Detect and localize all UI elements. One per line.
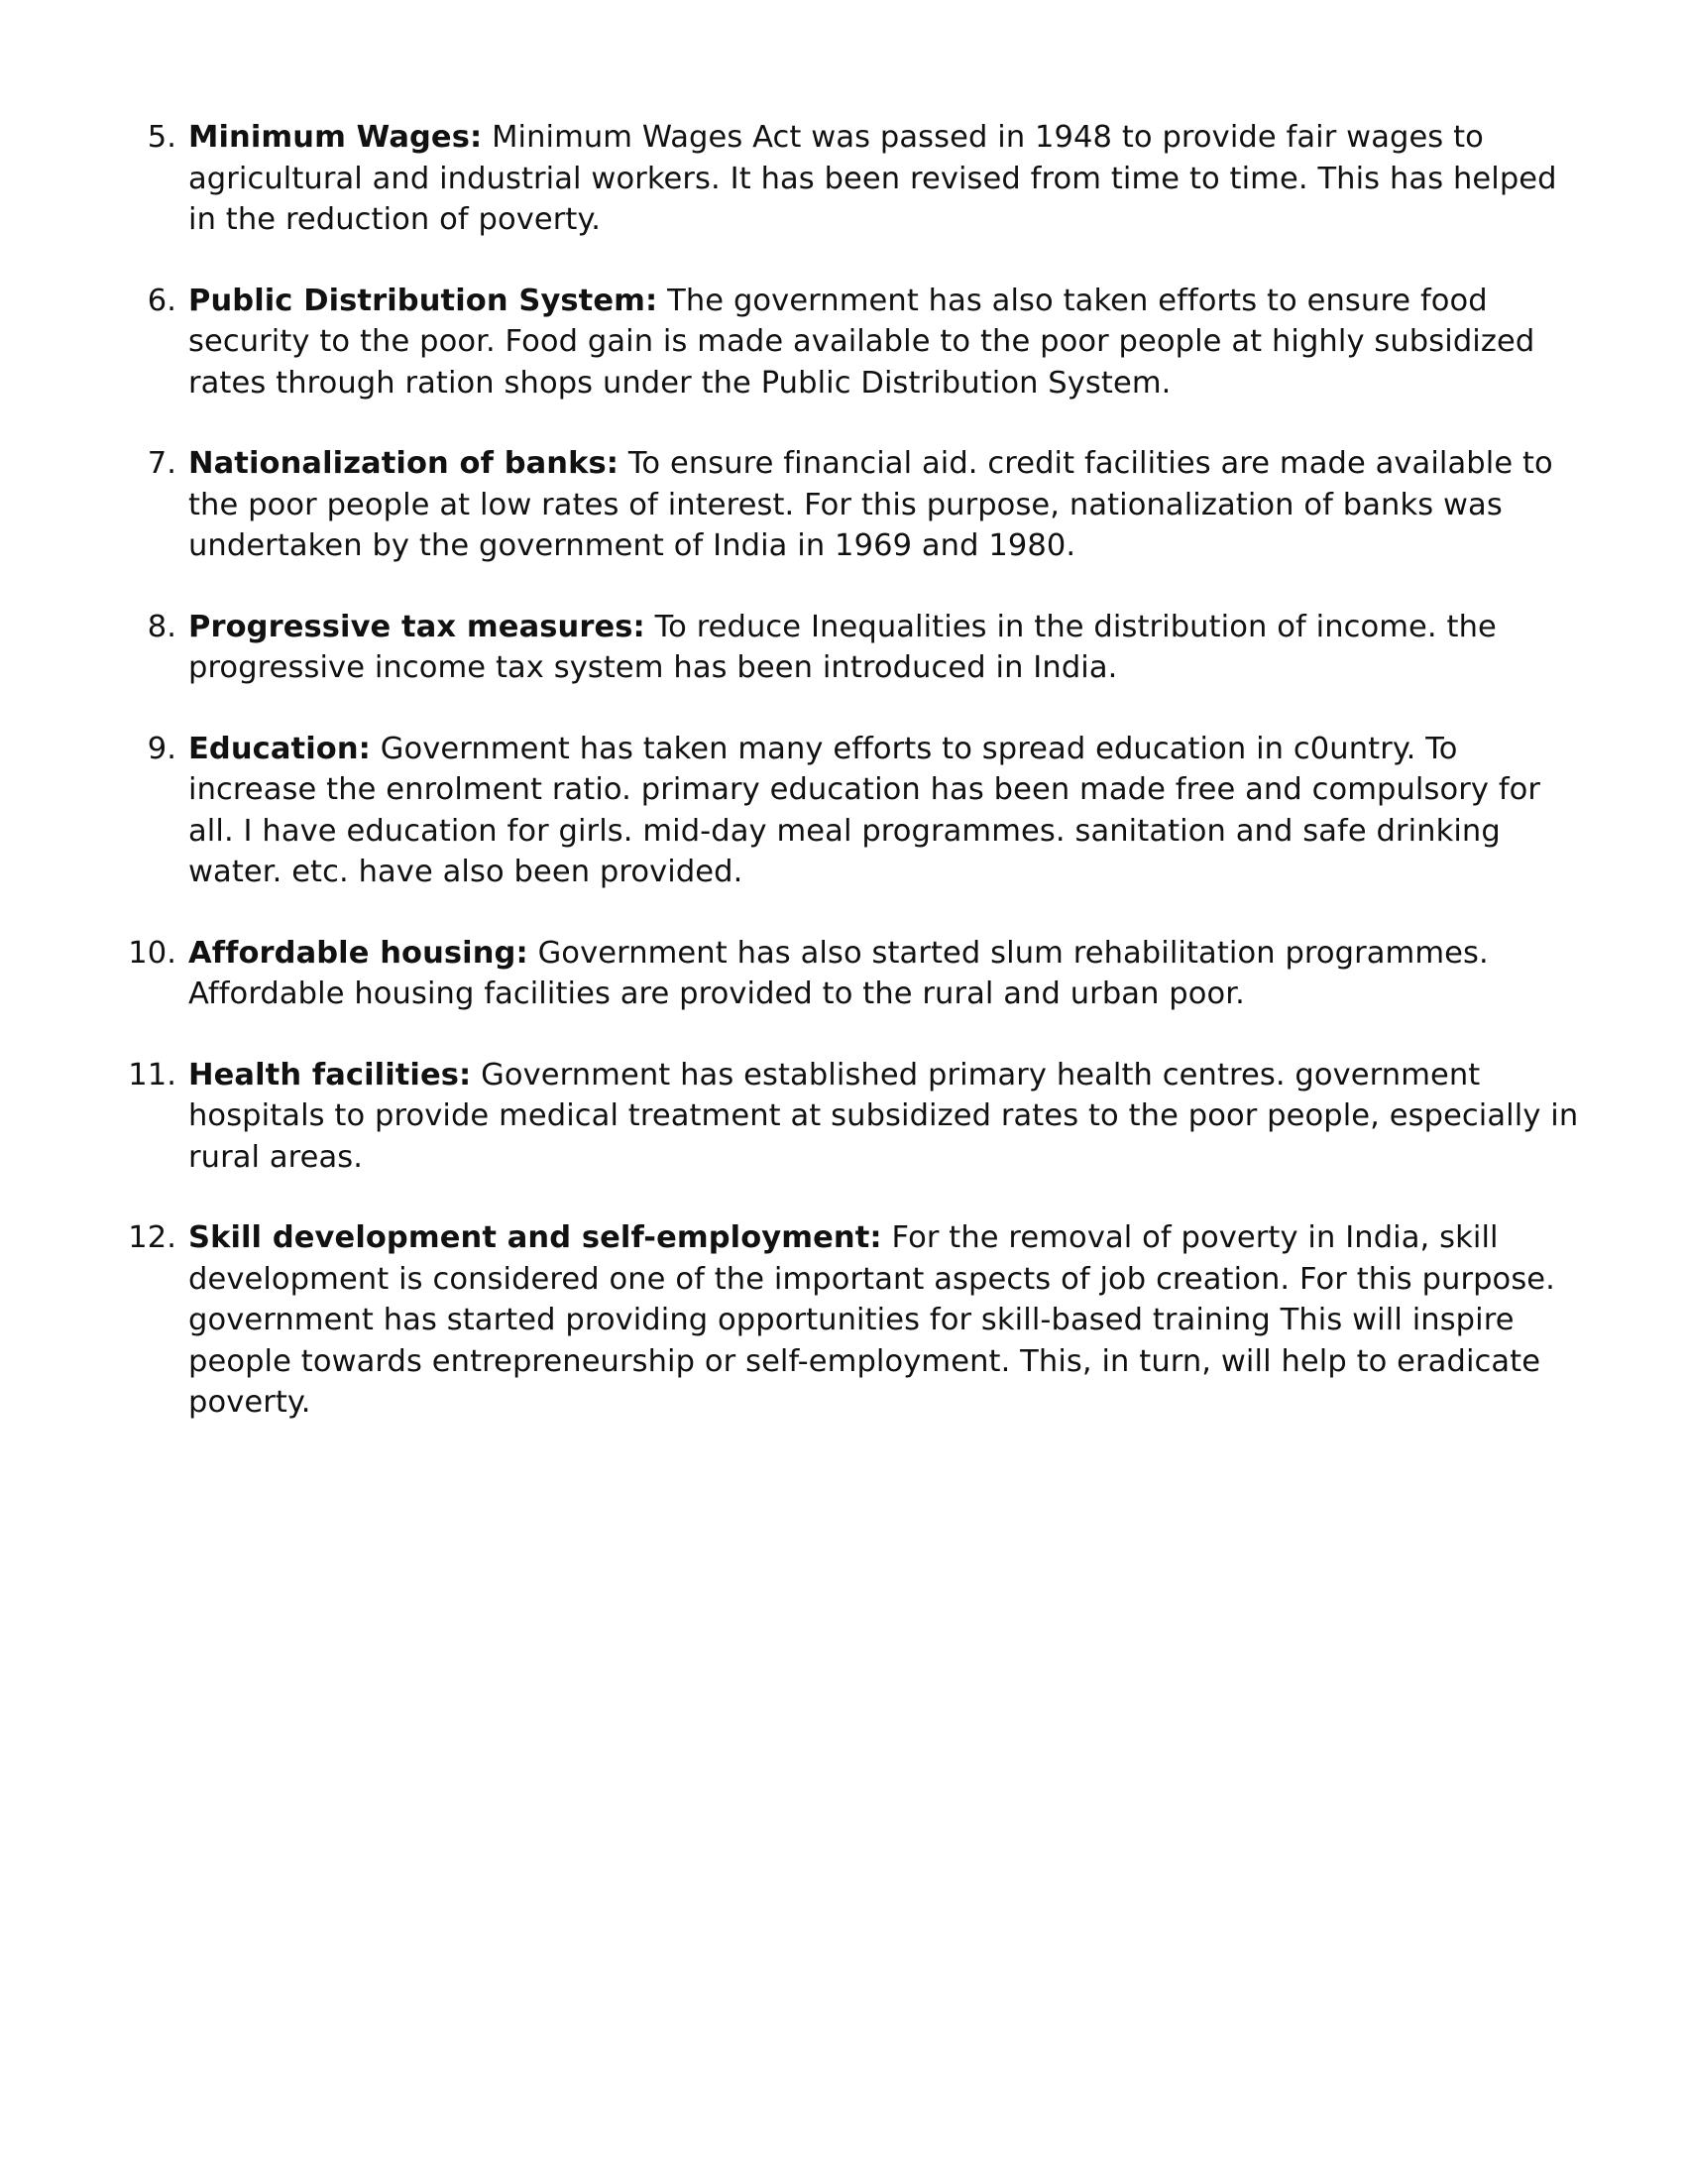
- item-number: 12.: [128, 1220, 176, 1255]
- item-number: 11.: [128, 1057, 176, 1092]
- item-number: 7.: [147, 446, 176, 481]
- item-text: Minimum Wages Act was passed in 1948 to provide fair wages to agricultural and industrial workers. It has been revised from time to time. This has helped in the reduction of poverty.: [188, 120, 1557, 237]
- list-item: [119, 1217, 1586, 1424]
- item-text: Government has taken many efforts to spread education in c0untry. To increase the enrolment ratio. primary education has been made free and compulsory for all. I have education for girls. mid-day meal programmes. sanitation and safe drinking water. etc. have also been provided.: [188, 731, 1541, 889]
- item-term: Minimum Wages:: [188, 120, 483, 155]
- item-number: 5.: [147, 120, 176, 155]
- item-number: 6.: [147, 283, 176, 318]
- measures-list: [119, 117, 1586, 1463]
- item-term: Public Distribution System:: [188, 283, 658, 318]
- item-term: Health facilities:: [188, 1057, 472, 1092]
- list-item: [119, 117, 1586, 241]
- item-number: 9.: [147, 731, 176, 766]
- list-item: [119, 933, 1586, 1015]
- item-term: Nationalization of banks:: [188, 446, 619, 481]
- item-term: Affordable housing:: [188, 935, 528, 971]
- item-text: Government has also started slum rehabilitation programmes. Affordable housing facilities are provided to the rural and urban poor.: [188, 935, 1489, 1011]
- list-item: [119, 729, 1586, 893]
- item-term: Progressive tax measures:: [188, 609, 645, 644]
- item-text: To ensure financial aid. credit facilities are made available to the poor people at low rates of interest. For this purpose, nationalization of banks was undertaken by the government of India in 1969 and 1980.: [188, 446, 1553, 563]
- list-item: [119, 607, 1586, 689]
- list-item: [119, 281, 1586, 404]
- item-term: Education:: [188, 731, 371, 766]
- item-text: To reduce Inequalities in the distribution of income. the progressive income tax system has been introduced in India.: [188, 609, 1497, 685]
- item-number: 8.: [147, 609, 176, 644]
- item-number: 10.: [128, 935, 176, 971]
- item-text: Government has established primary health centres. government hospitals to provide medical treatment at subsidized rates to the poor people, especially in rural areas.: [188, 1057, 1579, 1175]
- list-item: [119, 443, 1586, 567]
- item-text: The government has also taken efforts to ensure food security to the poor. Food gain is made available to the poor people at highly subsidized rates through ration shops under the Public Distribution System.: [188, 283, 1535, 401]
- item-term: Skill development and self-employment:: [188, 1220, 882, 1255]
- list-item: [119, 1055, 1586, 1179]
- item-text: For the removal of poverty in India, skill development is considered one of the important aspects of job creation. For this purpose. government has started providing opportunities for skill-based training This will inspire people towards entrepreneurship or self-employment. This, in turn, will help to eradicate poverty.: [188, 1220, 1555, 1420]
